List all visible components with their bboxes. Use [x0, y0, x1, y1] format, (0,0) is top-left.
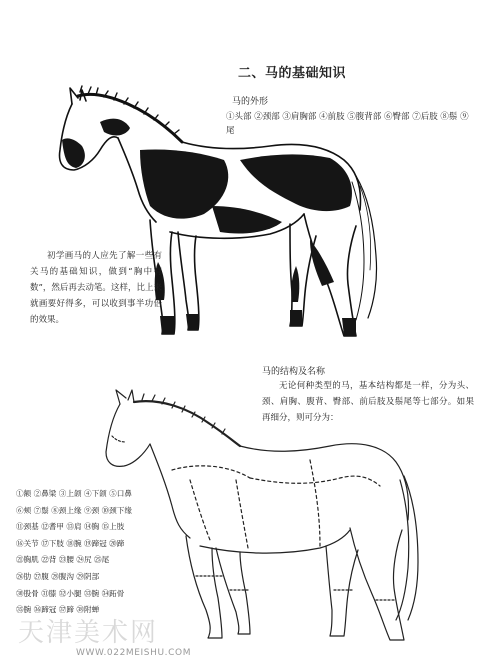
legend-line: ㉚股骨 ㉛膝 ㉜小腿 ㉝腕 ㉞跖骨: [16, 588, 125, 598]
parts-legend: [16, 486, 166, 619]
legend-line: ⑪颈基 ⑫耆甲 ⑬肩 ⑭胸 ⑮上肢: [16, 522, 125, 532]
exterior-parts-list: ①头部 ②颈部 ③肩胸部 ④前肢 ⑤腹背部 ⑥臀部 ⑦后肢 ⑧鬃 ⑨尾: [226, 112, 469, 136]
intro-paragraph: 初学画马的人应先了解一些有关马的基础知识，做到“胸中有数”，然后再去动笔。这样，比上来就画要好得多，可以收到事半功倍的效果。: [30, 251, 162, 325]
legend-line: ⑯关节 ⑰下肢 ⑱腕 ⑲蹄冠 ⑳蹄: [16, 538, 125, 548]
watermark-logo: 天津美术网: [18, 618, 159, 648]
structure-subtitle: 马的结构及名称: [262, 367, 326, 377]
structure-paragraph: 无论何种类型的马，基本结构都是一样，分为头、颈、肩胸、腹背、臀部、前后肢及鬃尾等七部分。如果再细分，则可分为：: [262, 381, 474, 423]
legend-line: ⑥颊 ⑦鬃 ⑧颈上缘 ⑨颈 ⑩颈下缘: [16, 505, 132, 515]
section-title: 二、马的基础知识: [238, 66, 347, 81]
legend-line: ①额 ②鼻梁 ③上颌 ④下颌 ⑤口鼻: [16, 489, 132, 498]
legend-line: ㉖肋 ㉗腹 ㉘腹沟 ㉙阴部: [16, 571, 100, 581]
exterior-subtitle: 马的外形: [232, 97, 269, 107]
legend-line: ㉟腕 ㊱蹄冠 ㊲蹄 ㊳附蝉: [16, 605, 100, 615]
legend-line: ㉑胸肌 ㉒背 ㉓腰 ㉔尻 ㉕尾: [16, 555, 110, 565]
watermark-url: WWW.022MEISHU.COM: [76, 648, 192, 658]
